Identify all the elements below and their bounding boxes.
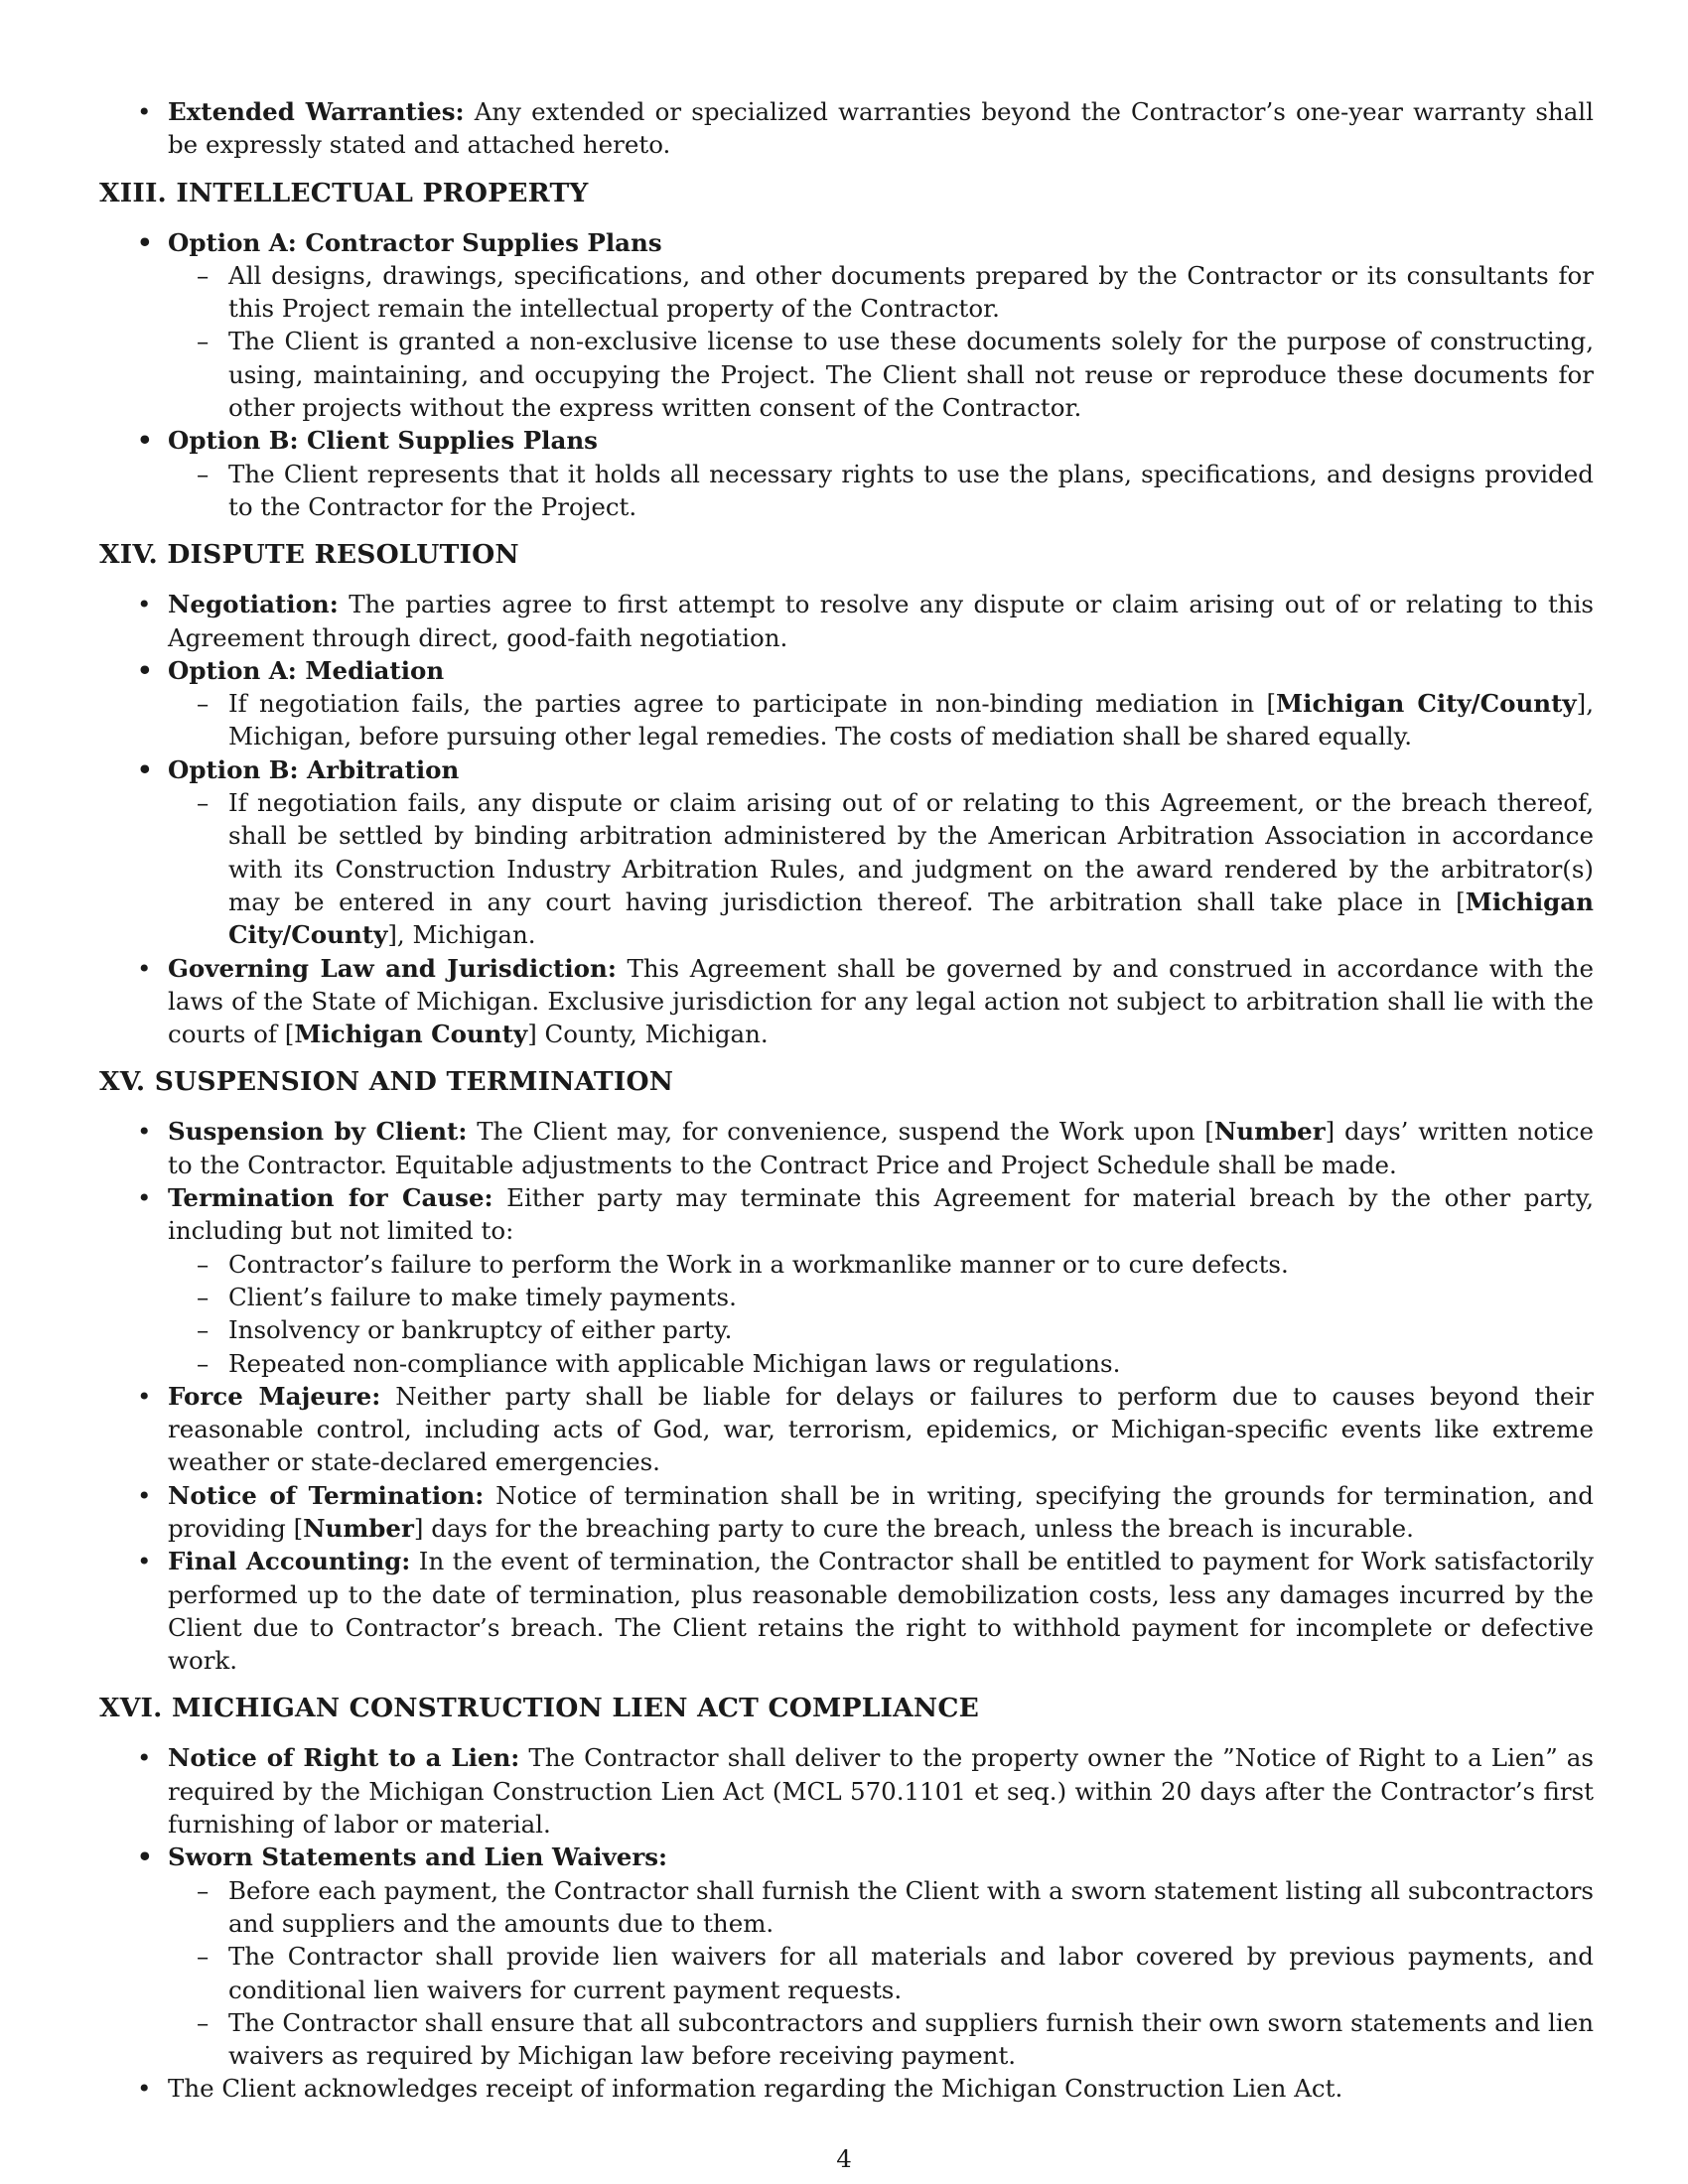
- suspension-text-c: ] days’ written notice to the Contractor. Equitable adjustments to the Contract Price and Project Schedule shall be made.: [168, 1117, 1594, 1179]
- termination-cause-label: Termination for Cause:: [168, 1183, 493, 1213]
- final-accounting-label: Final Accounting:: [168, 1547, 411, 1576]
- section-xv-heading: XV. SUSPENSION AND TERMINATION: [99, 1066, 674, 1098]
- document-page: [99, 95, 1594, 2106]
- ip-option-a-item-1: – All designs, drawings, specifications, and other documents prepared by the Contractor or its consultants for this Project remain the intellectual property of the Contractor.: [99, 259, 1594, 326]
- extended-warranties-label: Extended Warranties:: [168, 97, 465, 126]
- right-to-lien-item: [99, 1741, 1594, 1841]
- termination-cause-text: Either party may terminate this Agreement for material breach by the other party, including but not limited to:: [168, 1183, 1594, 1246]
- suspension-item: [99, 1115, 1594, 1181]
- mediation-option-heading: • Option A: Mediation: [99, 654, 1594, 687]
- page-number: 4: [836, 2144, 852, 2173]
- section-xvi-heading: XVI. MICHIGAN CONSTRUCTION LIEN ACT COMPLIANCE: [99, 1693, 980, 1724]
- arbitration-text-c: ], Michigan.: [387, 920, 536, 950]
- ip-option-b-heading: • Option B: Client Supplies Plans: [99, 424, 1594, 457]
- force-majeure-item: [99, 1380, 1594, 1479]
- cause-item-3: – Insolvency or bankruptcy of either party.: [99, 1313, 1594, 1346]
- governing-law-label: Governing Law and Jurisdiction:: [168, 953, 617, 983]
- ip-option-a-heading: • Option A: Contractor Supplies Plans: [99, 226, 1594, 259]
- notice-termination-placeholder: Number: [303, 1513, 414, 1543]
- acknowledgement-item: • The Client acknowledges receipt of information regarding the Michigan Construction Lien Act.: [99, 2072, 1594, 2105]
- arbitration-item: [99, 786, 1594, 951]
- cause-item-4: – Repeated non-compliance with applicable Michigan laws or regulations.: [99, 1347, 1594, 1380]
- sworn-statements-heading: • Sworn Statements and Lien Waivers:: [99, 1841, 1594, 1873]
- governing-law-text-a: This Agreement shall be governed by and construed in accordance with the laws of the State of Michigan. Exclusive jurisdiction for any legal action not subject to arbitration shall lie with the courts of [: [168, 953, 1595, 1049]
- notice-termination-item: [99, 1479, 1594, 1546]
- right-to-lien-text: The Contractor shall deliver to the property owner the ”Notice of Right to a Lien” as required by the Michigan Construction Lien Act (MCL 570.1101 et seq.) within 20 days after the Contractor’s first furnishing of labor or material.: [168, 1743, 1594, 1840]
- sworn-item-1: – Before each payment, the Contractor shall furnish the Client with a sworn statement listing all subcontractors and suppliers and the amounts due to them.: [99, 1874, 1594, 1941]
- governing-law-text-c: ] County, Michigan.: [527, 1020, 769, 1049]
- negotiation-text: The parties agree to first attempt to resolve any dispute or claim arising out of or relating to this Agreement through direct, good-faith negotiation.: [168, 590, 1594, 652]
- negotiation-item: [99, 588, 1594, 654]
- notice-termination-label: Notice of Termination:: [168, 1480, 485, 1510]
- cause-item-2: – Client’s failure to make timely payments.: [99, 1281, 1594, 1313]
- mediation-item: [99, 687, 1594, 753]
- arbitration-text-a: If negotiation fails, any dispute or claim arising out of or relating to this Agreement, or the breach thereof, shall be settled by binding arbitration administered by the American Arbitration Association in accordance with its Construction Industry Arbitration Rules, and judgment on the award rendered by the arbitrator(s) may be entered in any court having jurisdiction thereof. The arbitration shall take place in [: [228, 788, 1594, 916]
- suspension-text-a: The Client may, for convenience, suspend the Work upon [: [467, 1117, 1214, 1147]
- final-accounting-text: In the event of termination, the Contractor shall be entitled to payment for Work satisfactorily performed up to the date of termination, plus reasonable demobilization costs, less any damages incurred by the Client due to Contractor’s breach. The Client retains the right to withhold payment for incomplete or defective work.: [168, 1547, 1594, 1676]
- ip-option-b-item-1: – The Client represents that it holds all necessary rights to use the plans, specifications, and designs provided to the Contractor for the Project.: [99, 458, 1594, 524]
- mediation-text-a: If negotiation fails, the parties agree to participate in non-binding mediation in [: [228, 689, 1277, 719]
- extended-warranties-item: [99, 95, 1594, 162]
- cause-item-1: – Contractor’s failure to perform the Work in a workmanlike manner or to cure defects.: [99, 1248, 1594, 1281]
- mediation-text-c: ], Michigan, before pursuing other legal remedies. The costs of mediation shall be shared equally.: [228, 689, 1594, 751]
- force-majeure-text: Neither party shall be liable for delays or failures to perform due to causes beyond their reasonable control, including acts of God, war, terrorism, epidemics, or Michigan-specific events like extreme weather or state-declared emergencies.: [168, 1381, 1594, 1477]
- governing-law-item: [99, 952, 1594, 1051]
- termination-cause-item: [99, 1181, 1594, 1248]
- force-majeure-label: Force Majeure:: [168, 1381, 381, 1411]
- arbitration-placeholder: Michigan City/County: [228, 887, 1594, 950]
- final-accounting-item: [99, 1545, 1594, 1677]
- ip-option-a-item-2: – The Client is granted a non-exclusive license to use these documents solely for the purpose of constructing, using, maintaining, and occupying the Project. The Client shall not reuse or reproduce these documents for other projects without the express written consent of the Contractor.: [99, 325, 1594, 424]
- right-to-lien-label: Notice of Right to a Lien:: [168, 1743, 520, 1773]
- suspension-placeholder: Number: [1213, 1117, 1326, 1147]
- sworn-item-3: – The Contractor shall ensure that all subcontractors and suppliers furnish their own sworn statements and lien waivers as required by Michigan law before receiving payment.: [99, 2006, 1594, 2073]
- negotiation-label: Negotiation:: [168, 590, 339, 619]
- sworn-item-2: – The Contractor shall provide lien waivers for all materials and labor covered by previous payments, and conditional lien waivers for current payment requests.: [99, 1940, 1594, 2006]
- extended-warranties-text: Any extended or specialized warranties beyond the Contractor’s one-year warranty shall be expressly stated and attached hereto.: [168, 97, 1594, 160]
- mediation-placeholder: Michigan City/County: [1276, 689, 1577, 719]
- notice-termination-text-a: Notice of termination shall be in writing, specifying the grounds for termination, and providing [: [168, 1480, 1594, 1543]
- governing-law-placeholder: Michigan County: [294, 1020, 528, 1049]
- section-xiv-heading: XIV. DISPUTE RESOLUTION: [99, 539, 519, 571]
- suspension-label: Suspension by Client:: [168, 1117, 468, 1147]
- arbitration-option-heading: • Option B: Arbitration: [99, 753, 1594, 786]
- section-xiii-heading: XIII. INTELLECTUAL PROPERTY: [99, 177, 589, 208]
- notice-termination-text-c: ] days for the breaching party to cure the breach, unless the breach is incurable.: [413, 1513, 1414, 1543]
